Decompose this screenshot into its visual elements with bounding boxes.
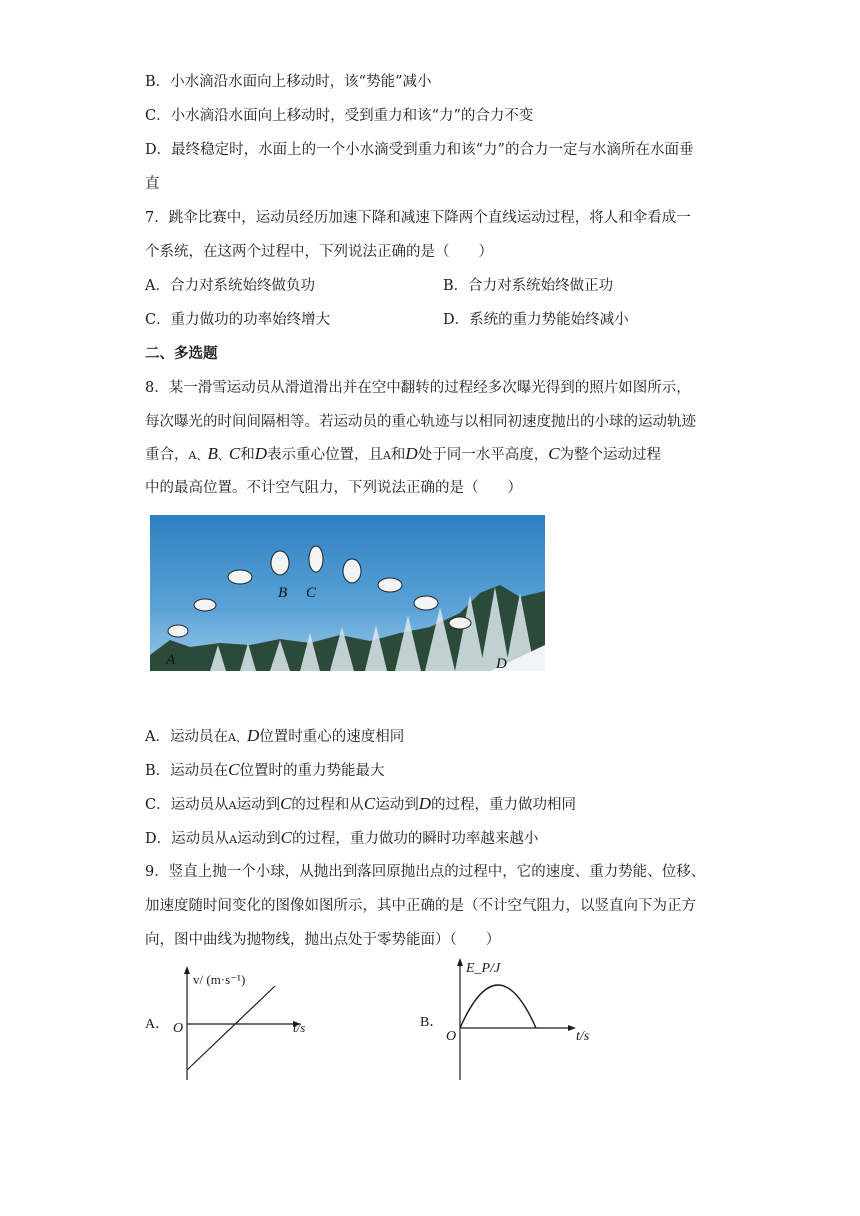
graph-b-ylabel: E_P/J — [466, 961, 501, 976]
graph-b-energy-time — [418, 950, 618, 1085]
graph-a-velocity-time — [145, 960, 345, 1085]
q7-option-d: D．系统的重力势能始终减小 — [443, 312, 629, 328]
graph-a-option-label: A． — [145, 1017, 170, 1032]
graph-a-line — [187, 986, 275, 1070]
q8-option-b: B．运动员在C位置时的重力势能最大 — [145, 760, 385, 779]
q8-stem-line3: 重合，A、B、C和D表示重心位置，且A和D处于同一水平高度，C为整个运动过程 — [145, 444, 662, 463]
photo-label-c: C — [306, 585, 317, 601]
q7-option-a: A．合力对系统始终做负功 — [145, 278, 315, 294]
q6-option-b: B．小水滴沿水面向上移动时，该“势能”减小 — [145, 74, 432, 90]
q9-stem-line3: 向，图中曲线为抛物线，抛出点处于零势能面）（ ） — [145, 932, 501, 948]
graph-b-origin: O — [446, 1029, 457, 1044]
q9-stem-line2: 加速度随时间变化的图像如图所示，其中正确的是（不计空气阻力，以竖直向下为正方 — [145, 898, 696, 914]
q8-stem-line1: 8．某一滑雪运动员从滑道滑出并在空中翻转的过程经多次曝光得到的照片如图所示， — [145, 380, 691, 396]
q8-option-a: A．运动员在A、D位置时重心的速度相同 — [145, 726, 405, 745]
graph-b-option-label: B． — [420, 1015, 444, 1030]
q7-stem-line1: 7．跳伞比赛中，运动员经历加速下降和减速下降两个直线运动过程，将人和伞看成一 — [145, 210, 691, 226]
q8-stem-line2: 每次曝光的时间间隔相等。若运动员的重心轨迹与以相同初速度抛出的小球的运动轨迹 — [145, 414, 696, 430]
photo-label-d: D — [496, 656, 507, 671]
q9-stem-line1: 9．竖直上抛一个小球，从抛出到落回原抛出点的过程中，它的速度、重力势能、位移、 — [145, 864, 706, 880]
skier-multiexposure-photo — [150, 515, 545, 671]
graph-a-origin: O — [173, 1021, 184, 1036]
q8-stem-line4: 中的最高位置。不计空气阻力，下列说法正确的是（ ） — [145, 480, 522, 496]
section-heading-multi: 二、多选题 — [145, 345, 218, 362]
photo-label-a: A — [166, 652, 176, 668]
q6-option-c: C．小水滴沿水面向上移动时，受到重力和该“力”的合力不变 — [145, 108, 534, 124]
q7-stem-line2: 个系统，在这两个过程中，下列说法正确的是（ ） — [145, 244, 493, 260]
q6-option-d-line2: 直 — [145, 176, 160, 192]
q8-option-d: D．运动员从A运动到C的过程，重力做功的瞬时功率越来越小 — [145, 828, 539, 847]
graph-a-xlabel: t/s — [293, 1020, 306, 1035]
q7-option-c: C．重力做功的功率始终增大 — [145, 312, 331, 328]
graph-a-ylabel: v/ (m·s⁻¹) — [193, 972, 246, 987]
graph-b-parabola — [460, 985, 536, 1028]
q7-option-b: B．合力对系统始终做正功 — [443, 278, 614, 294]
graph-b-xlabel: t/s — [576, 1029, 590, 1044]
q6-option-d-line1: D．最终稳定时，水面上的一个小水滴受到重力和该“力”的合力一定与水滴所在水面垂 — [145, 142, 694, 158]
q8-option-c: C．运动员从A运动到C的过程和从C运动到D的过程，重力做功相同 — [145, 794, 577, 813]
photo-label-b: B — [278, 585, 288, 601]
